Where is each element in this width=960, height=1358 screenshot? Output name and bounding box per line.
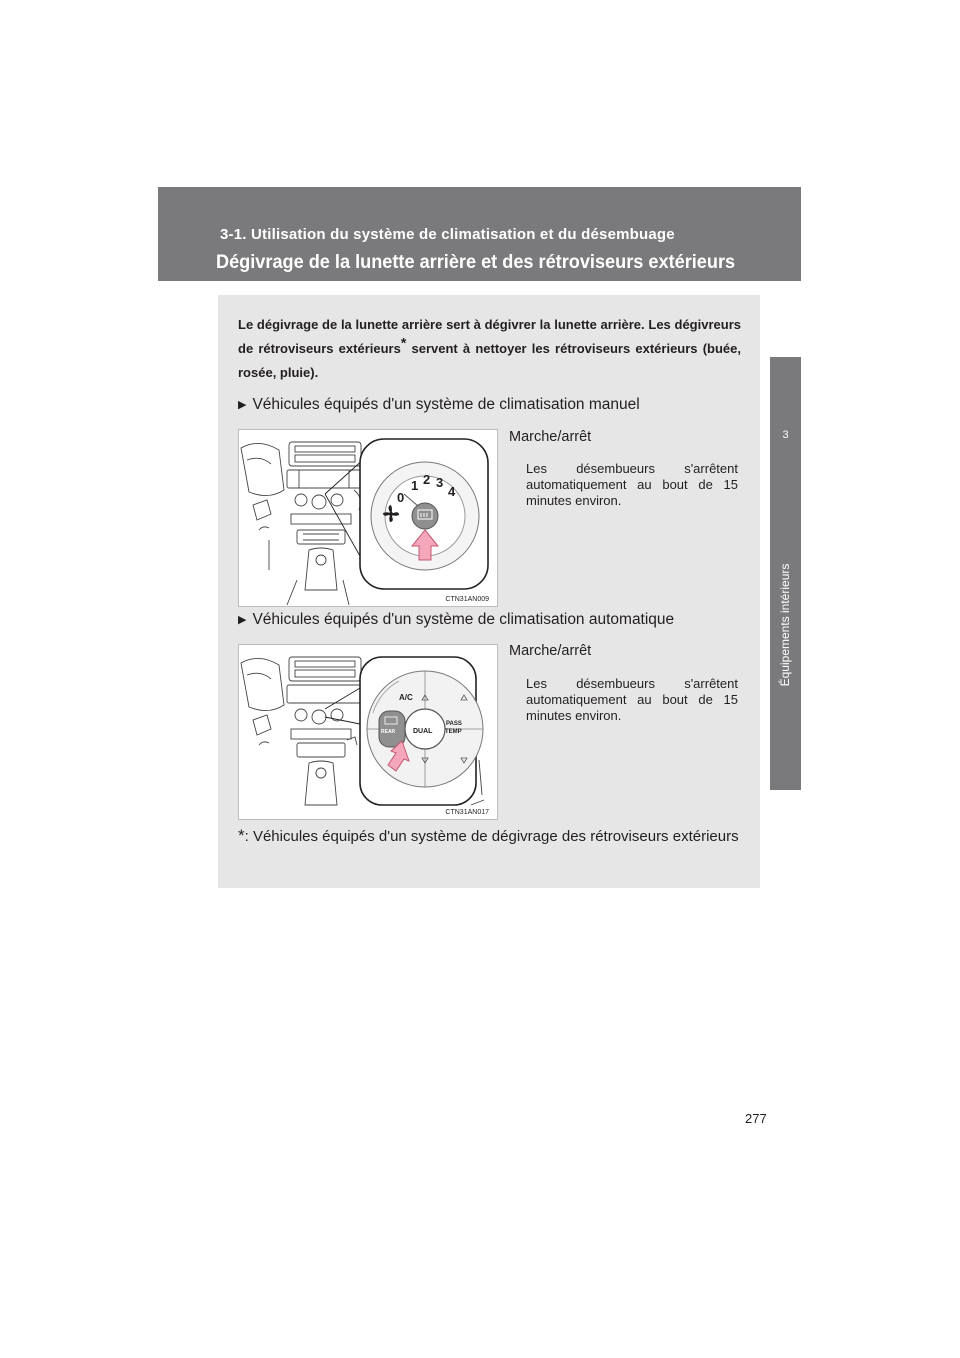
content-panel [218,295,760,888]
chapter-side-tab[interactable] [770,357,801,790]
button-label-dual: DUAL [413,728,433,735]
figure-code: CTN31AN009 [445,596,489,603]
intro-paragraph [238,313,741,385]
page-number: 277 [745,1111,767,1126]
dial-number-2: 2 [423,472,431,487]
dial-number-0: 0 [397,490,405,505]
chapter-label: Équipements intérieurs [778,563,792,687]
footnote [238,825,741,848]
footnote-star: * [238,826,245,845]
section-heading-text: Véhicules équipés d'un système de climatisation automatique [252,611,675,628]
automatic-ac-illustration [239,645,497,819]
manual-ac-illustration [239,430,497,606]
button-label-rear: REAR [381,729,396,735]
button-label-pass: PASS [446,721,462,727]
callout-label-automatic: Marche/arrêt [509,643,592,659]
section-heading-manual [238,396,640,414]
intro-text-2: servent à nettoyer les rétroviseurs extérieurs (buée, rosée, pluie). [238,341,741,380]
figure-automatic-ac [238,644,498,820]
section-label: 3-1. Utilisation du système de climatisation et du désembuage [220,226,675,243]
triangle-arrow-icon: ▶ [238,399,247,411]
callout-text-automatic: Les désembueurs s'arrêtent automatiquement au bout de 15 minutes environ. [526,676,738,723]
intro-star: * [400,334,407,351]
dial-number-3: 3 [436,475,444,490]
chapter-header [158,187,801,281]
dial-number-1: 1 [411,478,419,493]
footnote-text: : Véhicules équipés d'un système de dégivrage des rétroviseurs extérieurs [244,828,739,845]
section-heading-automatic [238,611,674,629]
figure-code: CTN31AN017 [445,809,489,816]
button-label-ac: A/C [399,693,413,702]
triangle-arrow-icon: ▶ [238,614,247,626]
dial-number-4: 4 [448,484,456,499]
button-label-temp: TEMP [445,729,462,735]
chapter-number: 3 [782,429,789,441]
section-heading-text: Véhicules équipés d'un système de climatisation manuel [252,396,640,413]
figure-manual-ac [238,429,498,607]
callout-text-manual: Les désembueurs s'arrêtent automatiquement au bout de 15 minutes environ. [526,461,738,508]
intro-text-1: Le dégivrage de la lunette arrière sert à dégivrer la lunette arrière. Les dégivreurs de rétroviseurs extérieurs [238,317,741,356]
callout-label-manual: Marche/arrêt [509,429,592,445]
page-title: Dégivrage de la lunette arrière et des rétroviseurs extérieurs [216,251,736,273]
